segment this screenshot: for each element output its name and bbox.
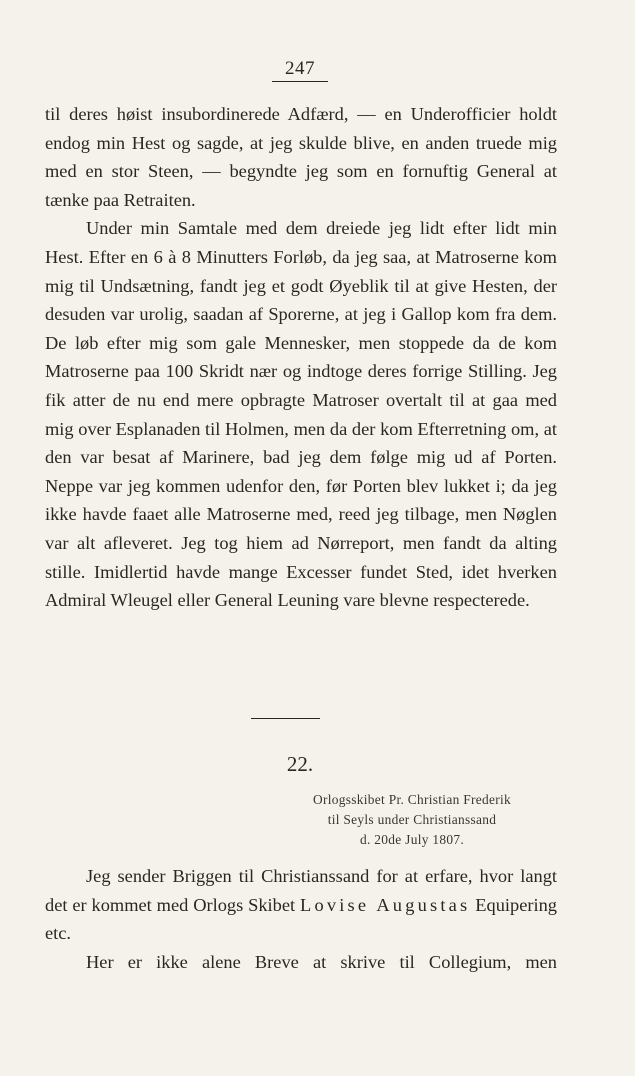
dateline-line: Orlogsskibet Pr. Christian Frederik: [313, 792, 511, 807]
body-text: [45, 100, 557, 615]
paragraph: til deres høist insubordinerede Adfærd, — en Underofficier holdt endog min Hest og sagde, at jeg skulde blive, en anden truede mig med en stor Steen, — begyndte jeg som en fornuftig General at tænke paa Retraiten.: [45, 104, 557, 210]
paragraph: Under min Samtale med dem dreiede jeg lidt efter lidt min Hest. Efter en 6 à 8 Minutters Forløb, da jeg saa, at Matroserne kom mig til Undsætning, fandt jeg et godt Øyeblik til at give Hesten, der desuden var urolig, saadan af Sporerne, at jeg i Gallop kom fra dem. De løb efter mig som gale Mennesker, men stoppede da de kom Matroserne paa 100 Skridt nær og indtoge deres forrige Stilling. Jeg fik atter de nu end mere opbragte Matroser overtalt til at gaa med mig over Esplanaden til Holmen, men da der kom Efterretning om, at den var besat af Marinere, bad jeg dem følge mig ud af Porten. Neppe var jeg kommen udenfor den, før Porten blev lukket i; da jeg ikke havde faaet alle Matroserne med, reed jeg tilbage, men Nøglen var alt afleveret. Jeg tog hiem ad Nørreport, men fandt da alting stille. Imidlertid havde mange Excesser fundet Sted, idet hverken Admiral Wleugel eller General Leuning vare blevne respecterede.: [45, 218, 557, 611]
letter-text-before: Jeg sender Briggen til Christianssand for at erfare, hvor langt det er kommet med Orlogs Skibet: [45, 866, 557, 915]
ship-name: Lovise Augustas: [300, 894, 471, 915]
dateline-line: til Seyls under Christianssand: [327, 812, 497, 827]
letter-paragraph: [45, 862, 557, 948]
dateline-line: d. 20de July 1807.: [360, 832, 464, 847]
letter-number: 22.: [286, 752, 314, 776]
letter-text-after: Equipering etc.: [45, 894, 557, 944]
letter-text: [45, 862, 557, 976]
letter-dateline: [240, 790, 584, 850]
page-number: 247: [272, 58, 328, 82]
section-divider: [251, 718, 320, 719]
letter-paragraph: Her er ikke alene Breve at skrive til Collegium, men: [86, 951, 557, 972]
